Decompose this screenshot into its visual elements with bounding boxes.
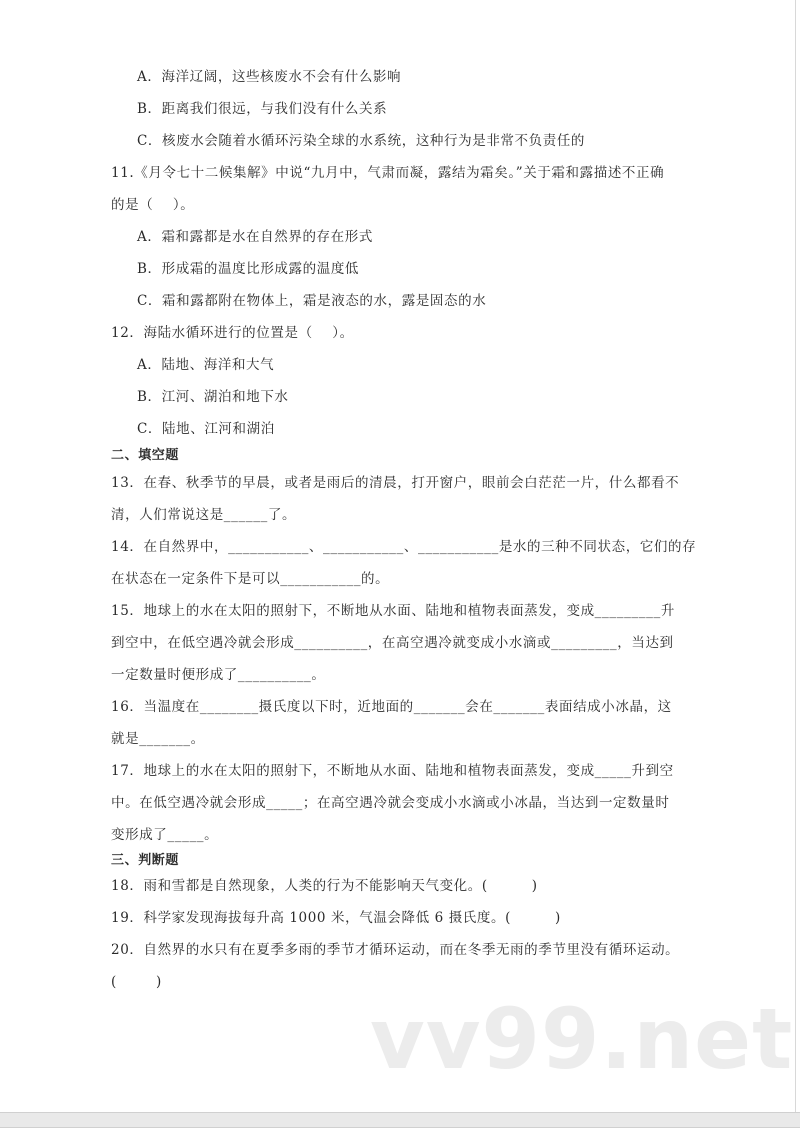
q11-stem-line1: 11.《月令七十二候集解》中说“九月中，气肃而凝，露结为霜矣。”关于霜和露描述不正确	[111, 165, 665, 181]
q15-line2: 到空中，在低空遇冷就会形成__________，在高空遇冷就变成小水滴或_________，当达到	[111, 635, 674, 651]
q12-option-c: C．陆地、江河和湖泊	[137, 421, 275, 437]
q15-line1: 15．地球上的水在太阳的照射下，不断地从水面、陆地和植物表面蒸发，变成_________升	[111, 603, 675, 619]
q17-line3: 变形成了_____。	[111, 827, 219, 843]
q10-option-a: A．海洋辽阔，这些核废水不会有什么影响	[137, 69, 402, 85]
watermark: vv99.net	[370, 990, 794, 1088]
q17-line1: 17．地球上的水在太阳的照射下，不断地从水面、陆地和植物表面蒸发，变成_____升到空	[111, 763, 674, 779]
q17-line2: 中。在低空遇冷就会形成_____；在高空遇冷就会变成小水滴或小冰晶，当达到一定数量时	[111, 795, 670, 811]
q16-line1: 16．当温度在________摄氏度以下时，近地面的_______会在_______表面结成小冰晶，这	[111, 699, 672, 715]
q13-line1: 13．在春、秋季节的早晨，或者是雨后的清晨，打开窗户，眼前会白茫茫一片，什么都看不	[111, 475, 680, 491]
q15-line3: 一定数量时便形成了__________。	[111, 667, 326, 683]
q20-line1: 20．自然界的水只有在夏季多雨的季节才循环运动，而在冬季无雨的季节里没有循环运动。	[111, 942, 680, 958]
q20-line2: ( )	[111, 974, 162, 990]
q10-option-c: C．核废水会随着水循环污染全球的水系统，这种行为是非常不负责任的	[137, 133, 586, 149]
q16-line2: 就是_______。	[111, 731, 205, 747]
q10-option-b: B．距离我们很远，与我们没有什么关系	[137, 101, 388, 117]
q12-option-b: B．江河、湖泊和地下水	[137, 389, 289, 405]
page-gap	[0, 1112, 800, 1128]
q19: 19．科学家发现海拔每升高 1000 米，气温会降低 6 摄氏度。( )	[111, 910, 561, 926]
section-heading-true-false: 三、判断题	[111, 853, 180, 868]
q11-option-b: B．形成霜的温度比形成露的温度低	[137, 261, 360, 277]
q14-line2: 在状态在一定条件下是可以___________的。	[111, 571, 390, 587]
q11-option-a: A．霜和露都是水在自然界的存在形式	[137, 229, 373, 245]
q13-line2: 清，人们常说这是______了。	[111, 507, 297, 523]
q12-option-a: A．陆地、海洋和大气	[137, 357, 275, 373]
q11-stem-line2: 的是（ ）。	[111, 197, 195, 213]
q12-stem: 12．海陆水循环进行的位置是（ ）。	[111, 325, 354, 341]
section-heading-fill-in: 二、填空题	[111, 448, 180, 463]
q11-option-c: C．霜和露都附在物体上，霜是液态的水，露是固态的水	[137, 293, 487, 309]
q14-line1: 14．在自然界中，___________、___________、___________是水的三种不同状态，它们的存	[111, 539, 697, 555]
q18: 18．雨和雪都是自然现象，人类的行为不能影响天气变化。( )	[111, 878, 538, 894]
